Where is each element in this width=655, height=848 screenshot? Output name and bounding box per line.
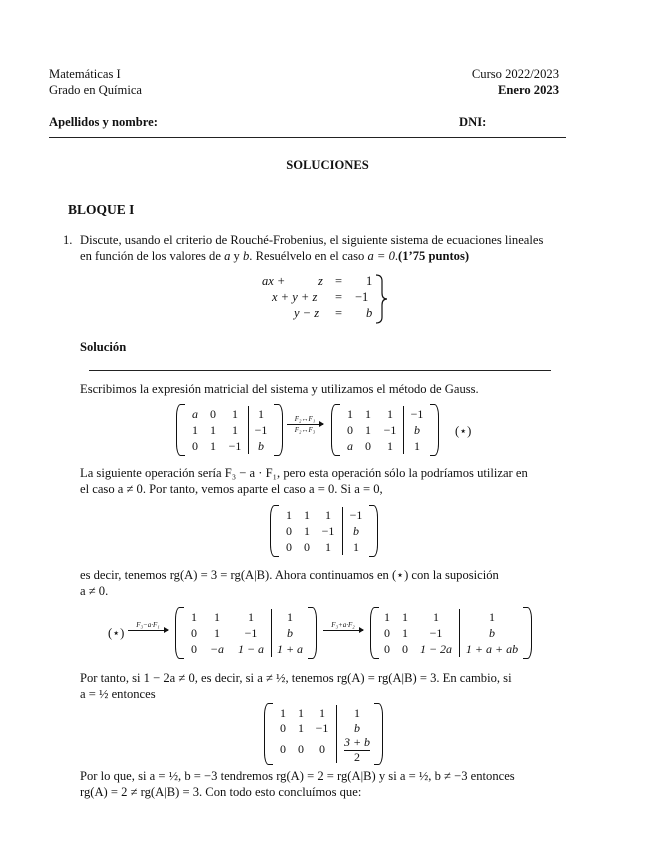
problem-line-1: Discute, usando el criterio de Rouché-Frobenius, el siguiente sistema de ecuaciones lineales [80, 233, 544, 247]
degree-name: Grado en Química [49, 83, 143, 97]
paragraph-rank-1: es decir, tenemos rg(A) = 3 = rg(A|B). Ahora continuamos en (⋆) con la suposición [80, 568, 499, 582]
problem-number: 1. [63, 233, 73, 247]
matrix-gauss-step-2: 1 1 1 1 0 1 −1 b 0 0 1 − 2a 1 + a + ab [370, 607, 540, 659]
academic-year: Curso 2022/2023 [471, 67, 559, 81]
paragraph-rank-2: a ≠ 0. [80, 584, 109, 598]
name-label: Apellidos y nombre: [49, 115, 158, 129]
solution-divider [89, 370, 551, 371]
matrix-augmented-1: a 0 1 1 1 1 1 −1 0 1 −1 b [176, 404, 296, 456]
paragraph-conclusion-2: rg(A) = 2 ≠ rg(A|B) = 3. Con todo esto concluímos que: [80, 785, 362, 799]
paragraph-cases-2: a = ½ entonces [80, 687, 156, 701]
page-title: SOLUCIONES [286, 158, 369, 172]
dni-label: DNI: [459, 115, 487, 129]
matrix-case-a-zero: 1 1 1 −1 0 1 −1 b 0 0 1 1 [270, 505, 390, 557]
header-divider [49, 137, 566, 138]
paragraph-conclusion-1: Por lo que, si a = ½, b = −3 tendremos rg(A) = 2 = rg(A|B) y si a = ½, b ≠ −3 entonces [80, 769, 515, 783]
solution-label: Solución [80, 340, 127, 354]
block-title: BLOQUE I [68, 202, 135, 217]
right-brace [374, 273, 388, 325]
star-marker: (⋆) [455, 424, 472, 438]
exam-session: Enero 2023 [498, 83, 559, 97]
star-marker-2: (⋆) [108, 626, 125, 640]
paragraph-next-op-1: La siguiente operación sería F₃ − a · F₁, pero esta operación sólo la podríamos utilizar en [80, 466, 528, 480]
matrix-gauss-step-1: 1 1 1 1 0 1 −1 b 0 −a 1 − a 1 + a [175, 607, 325, 659]
paragraph-gauss: Escribimos la expresión matricial del sistema y utilizamos el método de Gauss. [80, 382, 479, 396]
row-op-f3-minus: F₃−a·F₁ [128, 621, 168, 632]
paragraph-cases-1: Por tanto, si 1 − 2a ≠ 0, es decir, si a ≠ ½, tenemos rg(A) = rg(A|B) = 3. En cambio, si [80, 671, 512, 685]
row-op-f3-plus: F₃+a·F₂ [323, 621, 363, 632]
matrix-augmented-2: 1 1 1 −1 0 1 −1 b a 0 1 1 [331, 404, 451, 456]
course-name: Matemáticas I [49, 67, 121, 81]
matrix-case-a-half: 1 1 1 1 0 1 −1 b 0 0 0 3 + b 2 [264, 703, 394, 765]
paragraph-next-op-2: el caso a ≠ 0. Por tanto, vemos aparte el caso a = 0. Si a = 0, [80, 482, 383, 496]
problem-line-2: en función de los valores de a y b. Resuélvelo en el caso a = 0.(1’75 puntos) [80, 249, 470, 263]
row-op-swap: F₂↔F₁ F₂↔F₃ [287, 415, 323, 434]
